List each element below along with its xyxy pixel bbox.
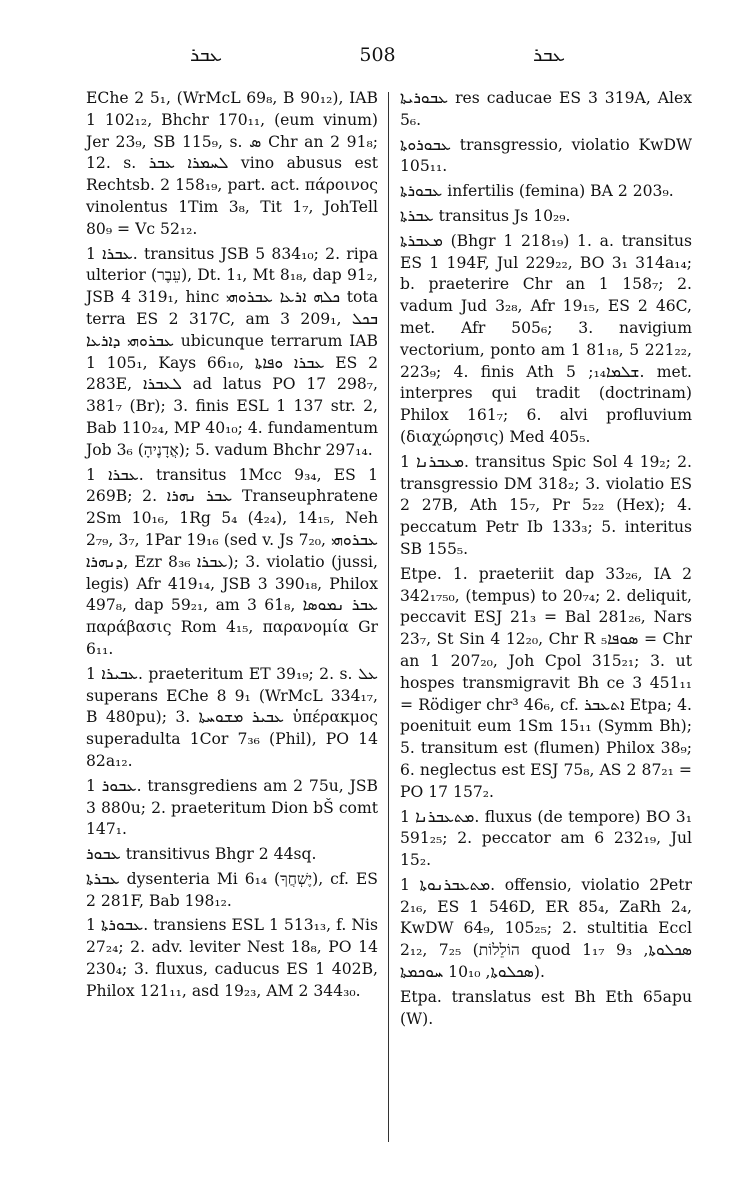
left-column [86, 88, 378, 1006]
page-number: 508 [359, 44, 396, 66]
dictionary-entry: Etpa. translatus est Bh Eth 65apu (W). [400, 987, 692, 1028]
dictionary-entry: ܥܒܘܪܬܐ 1. transiens ESL 1 513₁₃, f. Nis 27₂₄; 2. adv. leviter Nest 18₈, PO 14 230₄; 3. fluxus, caducus ES 1 402B, Philox 121₁₁, asd 19₂₃, AM 2 344₃₀. [86, 916, 378, 1000]
dictionary-entry: Etpe. 1. praeteriit dap 33₂₆, IA 2 342₁₇₅₀, (tempus) to 20₇₄; 2. deliquit, peccavit ESJ 21₃ = Bal 281₂₆, Nars 23₇, St Sin 4 12₂₀, Chr R ܣܘܦܐ₅ = Chr an 1 207₂₀, Joh Cpol 315₂₁; 3. ut hospes transmigravit Bh ce 3 451₁₁ = Rödiger chr³ 46₆, cf. ܐܬܥܒܪ Etpa; 4. poenituit eum 1Sm 15₁₁ (Symm Bh); 5. transitum est (flumen) Philox 38₉; 6. neglectus est ESJ 75₈, AS 2 87₂₁ = PO 17 157₂. [400, 564, 692, 801]
dictionary-entry: ܥܒܘܪ 1. transgrediens am 2 75u, JSB 3 880u; 2. praeteritum Dion bŠ comt 147₁. [86, 776, 378, 839]
dictionary-entry: ܥܒܘܪܘܬܐ transgressio, violatio KwDW 105₁₁. [400, 135, 692, 176]
dictionary-entry: ܡܬܥܒܪܢܐ 1. fluxus (de tempore) BO 3₁ 591₂₅; 2. peccator am 6 232₁₉, Jul 15₂. [400, 807, 692, 870]
dictionary-entry: ܥܒܪܐ 1. transitus 1Mcc 9₃₄, ES 1 269B; 2. ܥܒܪ ܢܗܪܐ Transeuphratene 2Sm 10₁₆, 1Rg 5₄ (4₂₄), 14₁₅, Neh 2₇₉, 3₇, 1Par 19₁₆ (sed v. Js 7₂₀, ܥܒܪܘܗܝ ܕܢܗܪܐ, Ezr 8₃₆ ܥܒܪܐ); 3. violatio (jussi, legis) Afr 419₁₄, JSB 3 390₁₈, Philox 497₈, dap 59₂₁, am 3 61₈, ܥܒܪ ܢܡܘܣܐ παράβασις Rom 4₁₅, παρανομία Gr 6₁₁. [86, 465, 378, 658]
dictionary-entry: ܥܒܘܪ transitivus Bhgr 2 44sq. [86, 845, 317, 864]
dictionary-entry: ܥܒܘܪܬܐ infertilis (femina) BA 2 203₉. [400, 182, 674, 201]
dictionary-entry: ܥܒܪܐ 1. transitus JSB 5 834₁₀; 2. ripa ulterior (עֵבֶר), Dt. 1₁, Mt 8₁₈, dap 91₂, JSB 4 319₁, hinc ܟܠܗ ܐܪܥܐ ܥܒܪܘܗܝ tota terra ES 2 317C, am 3 209₁, ܒܟܠ ܥܒܪܘܗܝ ܕܐܪܥܐ ubicunque terrarum IAB 1 105₁, Kays 66₁₀, ܥܒܪܐ ܘܦܐܬܐ ES 2 283E, ܠܥܒܪܐ ad latus PO 17 298₇, 381₇ (Br); 3. finis ESL 1 137 str. 2, Bab 110₂₄, MP 40₁₀; 4. fundamentum Job 3₆ (אֲדָנֶיהָ); 5. vadum Bhchr 297₁₄. [86, 244, 379, 459]
dictionary-entry: ܥܒܪܬܐ dysenteria Mi 6₁₄ (יֶשְׁחֲךָ), cf. ES 2 281F, Bab 198₁₂. [86, 869, 378, 910]
right-column [400, 88, 692, 1033]
dictionary-entry: ܡܥܒܪܬܐ (Bhgr 1 218₁₉) 1. a. transitus ES 1 194F, Jul 229₂₂, BO 3₁ 314a₁₄; b. praeterire Chr an 1 158₇; 2. vadum Jud 3₂₈, Afr 19₁₅, ES 2 46C, met. Afr 505₆; 3. navigium vectorium, ponto am 1 81₁₈, 5 221₂₂, 223₉; 4. finis Ath ܫܠܡܐ₁₄; 5. met. interpres qui tradit (doctrinam) Philox 161₇; 6. alvi profluvium (διαχώρησις) Med 405₅. [400, 231, 692, 446]
running-head-right: ܥܒܪ [533, 44, 565, 66]
column-divider [388, 92, 389, 1142]
dictionary-entry: ܥܒܘܪܝܬܐ res caducae ES 3 319A, Alex 5₆. [400, 89, 692, 129]
dictionary-entry: EChe 2 5₁, (WrMcL 69₈, B 90₁₂), IAB 1 102₁₂, Bhchr 170₁₁, (eum vinum) Jer 23₉, SB 115₉, s. ܣ Chr an 2 91₈; 12. s. ܠܚܡܪܐ ܥܒܪ vino abusus est Rechtsb. 2 158₁₉, part. act. πάροινος vinolentus 1Tim 3₈, Tit 1₇, JohTell 80₉ = Vc 52₁₂. [86, 89, 378, 238]
dictionary-entry: ܥܒܝܪܐ 1. praeteritum ET 39₁₉; 2. s. ܥܠ superans EChe 8 9₁ (WrMcL 334₁₇, B 480pu); 3. ܥܒܝܪ ܡܫܘܚܬܐ ὑπέρακμος superadulta 1Cor 7₃₆ (Phil), PO 14 82a₁₂. [86, 664, 378, 770]
dictionary-entry: ܥܒܪܬܐ transitus Js 10₂₉. [400, 206, 571, 225]
dictionary-entry: ܡܥܒܪܢܐ 1. transitus Spic Sol 4 19₂; 2. transgressio DM 318₂; 3. violatio ES 2 27B, Ath 15₇, Pr 5₂₂ (Hex); 4. peccatum Petr Ib 133₃; 5. interitus SB 155₅. [400, 452, 692, 558]
page-header [85, 44, 670, 72]
running-head-left: ܥܒܪ [190, 44, 222, 66]
dictionary-entry: ܡܬܥܒܪܢܘܬܐ 1. offensio, violatio 2Petr 2₁₆, ES 1 546D, ER 85₄, ZaRh 2₄, KwDW 64₉, 105₂₅; 2. stultitia Eccl 2₁₂, 7₂₅ (הוֹלֵלוֹת quod 1₁₇ ܣܟܠܘܬܐ, 9₃ ܣܟܠܘܬܐ, 10₁₀ ܚܘܟܡܬܐ). [400, 875, 692, 982]
